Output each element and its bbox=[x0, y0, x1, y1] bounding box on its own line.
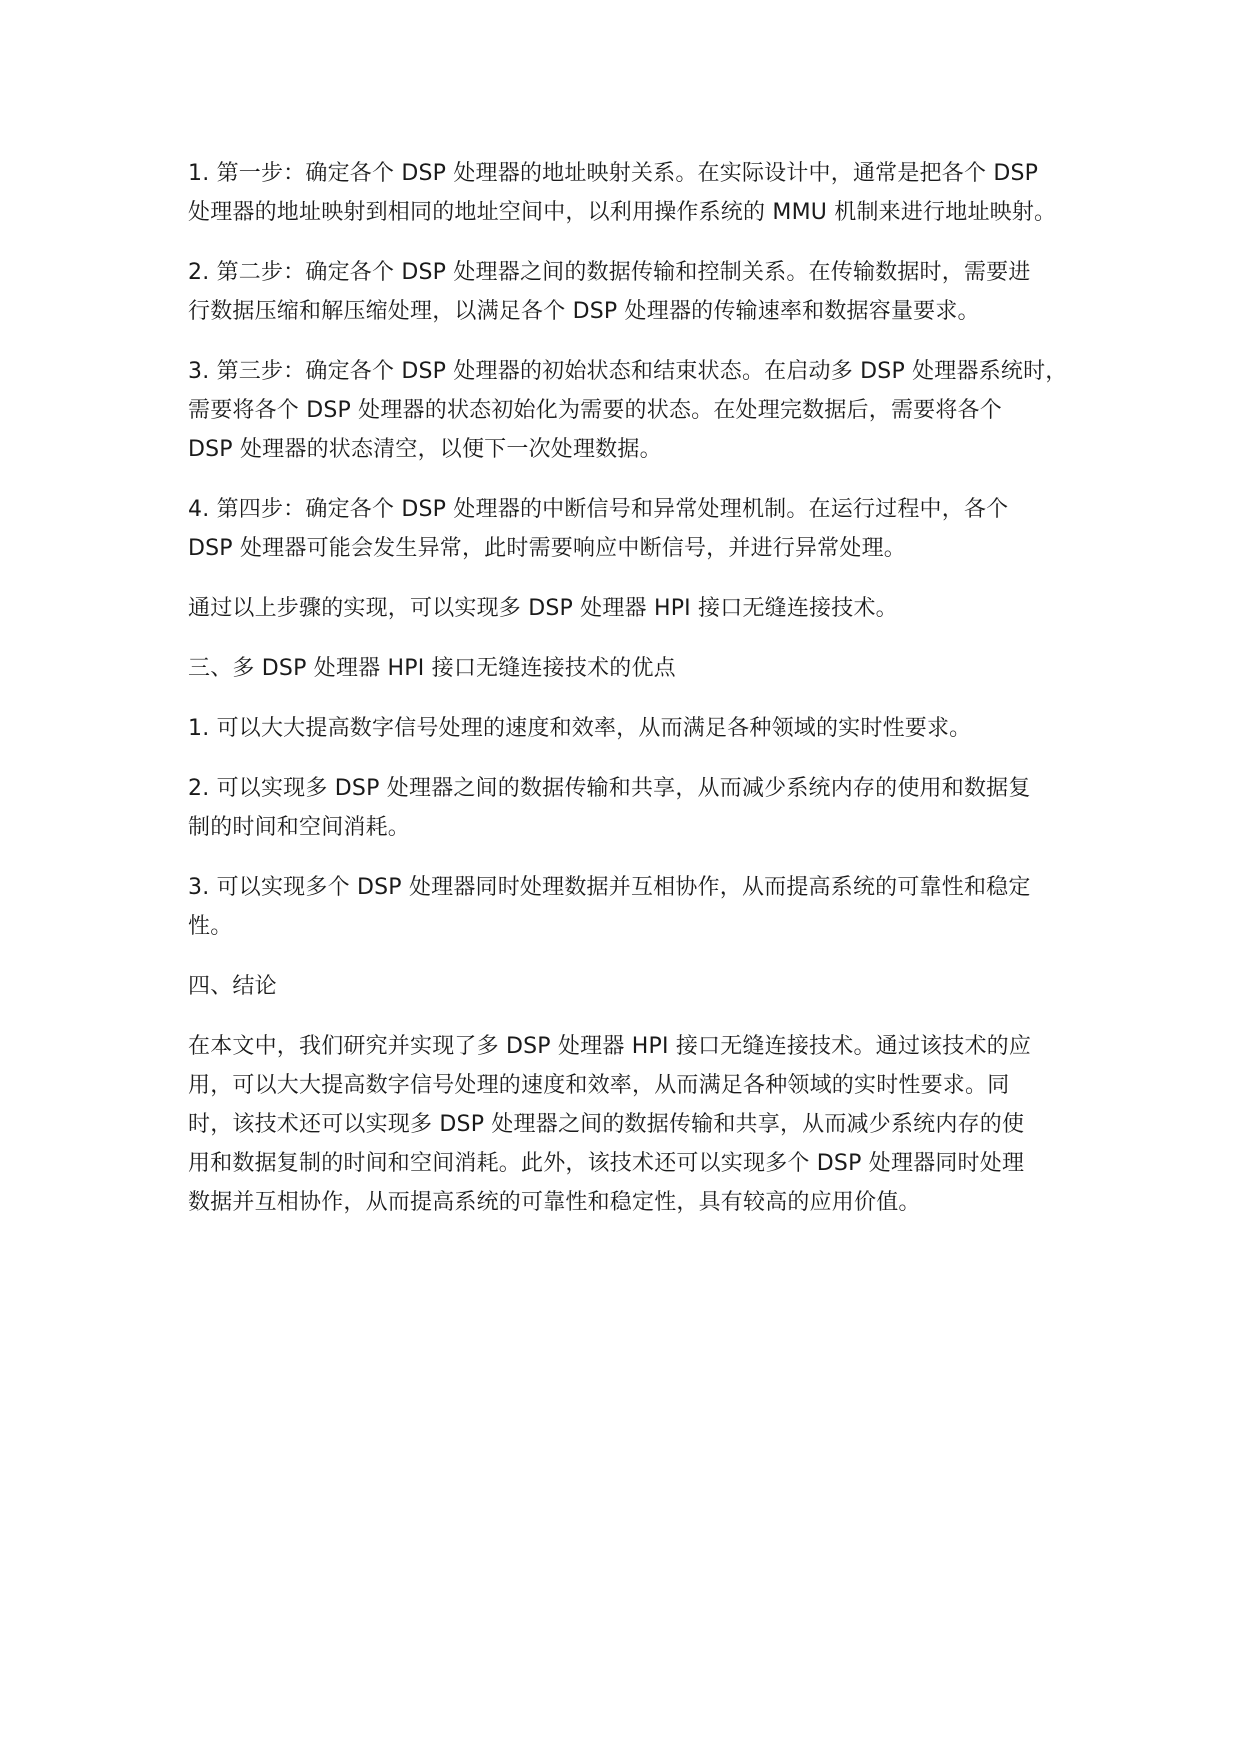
advantage-3-paragraph: 3. 可以实现多个 DSP 处理器同时处理数据并互相协作，从而提高系统的可靠性和稳定 性。 bbox=[188, 875, 1031, 939]
document-body bbox=[188, 154, 1078, 1243]
summary-paragraph: 通过以上步骤的实现，可以实现多 DSP 处理器 HPI 接口无缝连接技术。 bbox=[188, 596, 898, 621]
step-1-paragraph: 1. 第一步：确定各个 DSP 处理器的地址映射关系。在实际设计中，通常是把各个 DSP 处理器的地址映射到相同的地址空间中，以利用操作系统的 MMU 机制来进行地址映射。 bbox=[188, 161, 1057, 225]
section-4-heading: 四、结论 bbox=[188, 974, 277, 999]
conclusion-paragraph: 在本文中，我们研究并实现了多 DSP 处理器 HPI 接口无缝连接技术。通过该技术的应 用，可以大大提高数字信号处理的速度和效率，从而满足各种领域的实时性要求。同 时，该技术还可以实现多 DSP 处理器之间的数据传输和共享，从而减少系统内存的使 用和数据复制的时间和空间消耗。此外，该技术还可以实现多个 DSP 处理器同时处理 数据并互相协作，从而提高系统的可靠性和稳定性，具有较高的应用价值。 bbox=[188, 1034, 1032, 1215]
step-4-paragraph: 4. 第四步：确定各个 DSP 处理器的中断信号和异常处理机制。在运行过程中，各个 DSP 处理器可能会发生异常，此时需要响应中断信号，并进行异常处理。 bbox=[188, 497, 1009, 561]
section-3-heading: 三、多 DSP 处理器 HPI 接口无缝连接技术的优点 bbox=[188, 656, 676, 681]
step-3-paragraph: 3. 第三步：确定各个 DSP 处理器的初始状态和结束状态。在启动多 DSP 处理器系统时， 需要将各个 DSP 处理器的状态初始化为需要的状态。在处理完数据后，需要将各个 DSP 处理器的状态清空，以便下一次处理数据。 bbox=[188, 359, 1068, 462]
step-2-paragraph: 2. 第二步：确定各个 DSP 处理器之间的数据传输和控制关系。在传输数据时，需要进 行数据压缩和解压缩处理，以满足各个 DSP 处理器的传输速率和数据容量要求。 bbox=[188, 260, 1031, 324]
advantage-1-paragraph: 1. 可以大大提高数字信号处理的速度和效率，从而满足各种领域的实时性要求。 bbox=[188, 716, 972, 741]
advantage-2-paragraph: 2. 可以实现多 DSP 处理器之间的数据传输和共享，从而减少系统内存的使用和数据复 制的时间和空间消耗。 bbox=[188, 776, 1031, 840]
